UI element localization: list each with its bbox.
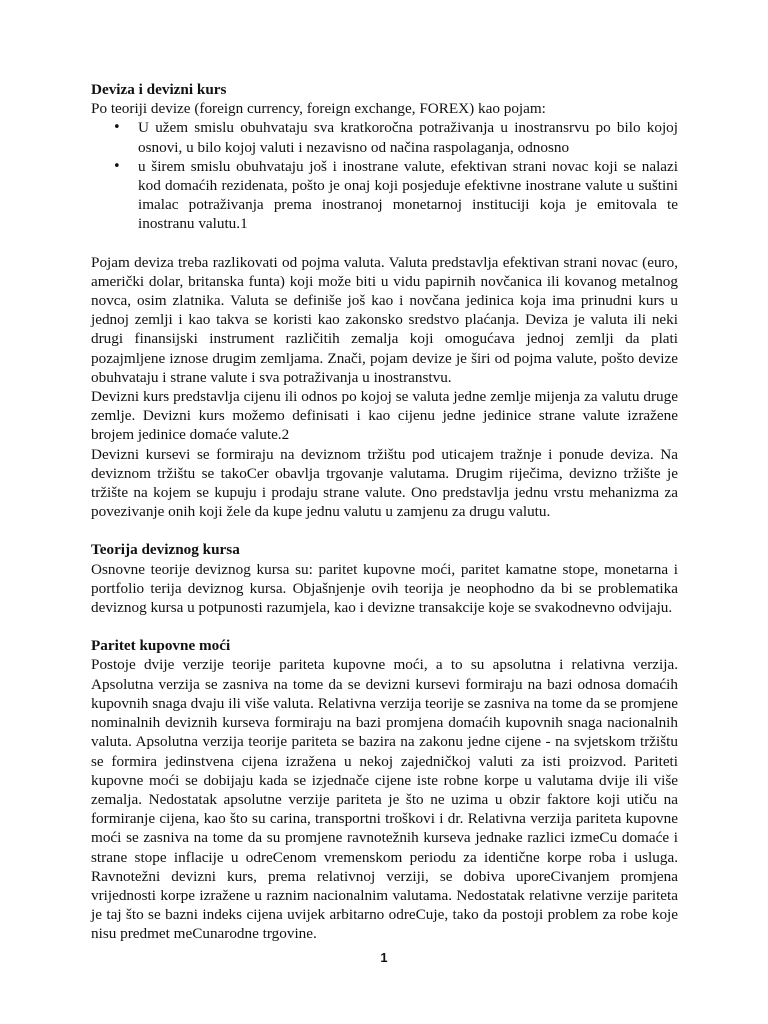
document-body bbox=[91, 80, 678, 944]
paragraph-valuta: Pojam deviza treba razlikovati od pojma valuta. Valuta predstavlja efektivan strani novac (euro, američki dolar, britanska funta) koji može biti u vidu papirnih novčanica ili kovanog metalnog novca, osim zlatnika. Valuta se definiše još kao i novčana jedinica koja ima prinudni kurs u jednoj zemlji i kao takva se koristi kao zakonsko sredstvo plaćanja. Deviza je valuta ili neki drugi finansijski instrument različitih zemalja koji omogućava jednoj zemlji da plati pozajmljene iznose drugim zemljama. Znači, pojam devize je širi od pojma valute, pošto devize obuhvataju i strane valute i sva potraživanja u inostranstvu. bbox=[91, 253, 678, 386]
bullet-list bbox=[91, 118, 678, 233]
bullet-item: • U užem smislu obuhvataju sva kratkoročna potraživanja u inostransrvu po bilo kojoj osnovi, u bilo kojoj valuti i nezavisno od načina raspolaganja, odnosno bbox=[138, 118, 678, 156]
section-heading-deviza: Deviza i devizni kurs bbox=[91, 81, 227, 98]
section-heading-teorija: Teorija deviznog kursa bbox=[91, 541, 240, 559]
paragraph-paritet: Postoje dvije verzije teorije pariteta kupovne moći, a to su apsolutna i relativna verzija. Apsolutna verzija se zasniva na tome da se devizni kursevi formiraju na bazi odnosa domaćih kupovnih snaga dvaju ili više valuta. Relativna verzija teorije se zasniva na tome da se promjene nominalnih deviznih kurseva formiraju na bazi promjena domaćih kupovnih snaga nacionalnih valuta. Apsolutna verzija teorije pariteta se bazira na zakonu jedne cijene - na svjetskom tržištu se formira jedinstvena cijena izražena u nekoj zajedničkoj valuti za isti proizvod. Pariteti kupovne moći se dobijaju kada se izjednače cijene iste robne korpe u valutama dvije ili više zemalja. Nedostatak apsolutne verzije pariteta je što ne uzima u obzir faktore koji utiču na formiranje cijena, kao što su carina, transportni troškovi i dr. Relativna verzija pariteta kupovne moći se zasniva na tome da su promjene ravnotežnih kurseva jednake razlici izmeCu domaće i strane stope inflacije u odreCenom vremenskom periodu za identične korpe roba i usluga. Ravnotežni devizni kurs, prema relativnoj verziji, se dobiva uporeCivanjem promjena vrijednosti korpe izražene u raznim nacionalnim valutama. Nedostatak relativne verzije pariteta je taj što se bazni indeks cijena uvijek arbitarno odreCuje, tako da postoji problem za robe koje nisu predmet meCunarodne trgovine. bbox=[91, 656, 678, 943]
section-heading-paritet: Paritet kupovne moći bbox=[91, 637, 231, 655]
paragraph-teorije: Osnovne teorije deviznog kursa su: paritet kupovne moći, paritet kamatne stope, monetarna i portfolio terija deviznog kursa. Objašnjenje ovih teorija je neophodno da bi se problematika deviznog kursa u potpunosti razumjela, kao i devizne transakcije koje se svakodnevno odvijaju. bbox=[91, 560, 678, 617]
bullet-item: • u širem smislu obuhvataju još i inostrane valute, efektivan strani novac koji se nalazi kod domaćih rezidenata, pošto je onaj koji posjeduje efektivne inostrane valute u suštini imalac potraživanja prema inostranoj monetarnoj instituciji koja je emitovala te inostranu valutu.1 bbox=[138, 157, 678, 234]
paragraph-devizno-trziste: Devizni kursevi se formiraju na deviznom tržištu pod uticajem tražnje i ponude deviza. Na deviznom tržištu se takoCer obavlja trgovanje valutama. Drugim riječima, devizno tržište je tržište na kojem se kupuju i prodaju strane valute. Ono predstavlja jednu vrstu mehanizma za povezivanje onih koji žele da kupe jednu valutu u zamjenu za drugu valutu. bbox=[91, 445, 678, 521]
paragraph-intro: Po teoriji devize (foreign currency, foreign exchange, FOREX) kao pojam: bbox=[91, 100, 546, 118]
page-number: 1 bbox=[380, 950, 388, 965]
paragraph-devizni-kurs: Devizni kurs predstavlja cijenu ili odnos po kojoj se valuta jedne zemlje mijenja za valutu druge zemlje. Devizni kurs možemo definisati i kao cijenu jedne jedinice strane valute izražene brojem jedinice domaće valute.2 bbox=[91, 388, 678, 444]
